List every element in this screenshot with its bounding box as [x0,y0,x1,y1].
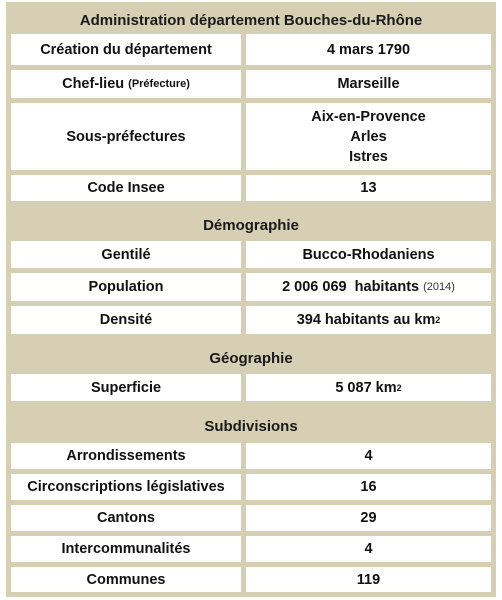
chef-lieu-sub: (Préfecture) [128,78,190,90]
admin-panel [6,2,496,206]
population-value [246,273,491,301]
insee-value: 13 [246,175,491,201]
row-creation [11,34,491,65]
insee-label: Code Insee [11,175,241,201]
gentile-value: Bucco-Rhodaniens [246,241,491,268]
subdivision-label: Circonscriptions législatives [11,474,241,500]
creation-label: Création du département [11,34,241,65]
population-number: 2 006 069 habitants [282,279,420,295]
row-arrondissements [11,443,491,469]
row-cantons [11,505,491,531]
subdivision-label: Communes [11,567,241,592]
superficie-label: Superficie [11,374,241,401]
infobox-title: Administration département Bouches-du-Rhône [79,12,423,29]
row-densite [11,306,491,334]
sous-prefectures-label: Sous-préfectures [11,103,241,170]
demographie-panel [6,206,496,339]
subdivisions-panel [6,406,496,597]
chef-lieu-label [11,70,241,98]
row-insee [11,175,491,201]
densite-value: 394 habitants au km 2 [246,306,491,334]
row-population [11,273,491,301]
gentile-label: Gentilé [11,241,241,268]
geographie-title: Géographie [209,350,293,367]
subdivision-value: 29 [246,505,491,531]
subdivision-label: Intercommunalités [11,536,241,562]
population-label: Population [11,273,241,301]
sous-prefectures-values [246,103,491,170]
subdivision-label: Arrondissements [11,443,241,469]
subdivision-value: 4 [246,443,491,469]
chef-lieu-value: Marseille [246,70,491,98]
row-circonscriptions [11,474,491,500]
row-chef-lieu [11,70,491,98]
row-sous-prefectures [11,103,491,170]
row-superficie [11,374,491,401]
sous-prefecture-item: Arles [350,128,387,145]
subdivision-value: 16 [246,474,491,500]
subdivision-value: 4 [246,536,491,562]
row-intercommunalites [11,536,491,562]
sous-prefecture-item: Istres [349,148,388,165]
subdivision-label: Cantons [11,505,241,531]
subdivisions-title: Subdivisions [204,418,298,435]
population-year: (2014) [423,281,455,293]
creation-value: 4 mars 1790 [246,34,491,65]
geographie-panel [6,339,496,406]
row-gentile [11,241,491,268]
superficie-number: 5 087 km [335,379,397,396]
chef-lieu-text: Chef-lieu [62,76,125,92]
demographie-title: Démographie [203,217,299,234]
sous-prefecture-item: Aix-en-Provence [311,108,426,125]
densite-label: Densité [11,306,241,334]
subdivision-value: 119 [246,567,491,592]
superficie-value: 5 087 km 2 [246,374,491,401]
row-communes [11,567,491,592]
densite-number: 394 habitants au km [296,312,436,328]
